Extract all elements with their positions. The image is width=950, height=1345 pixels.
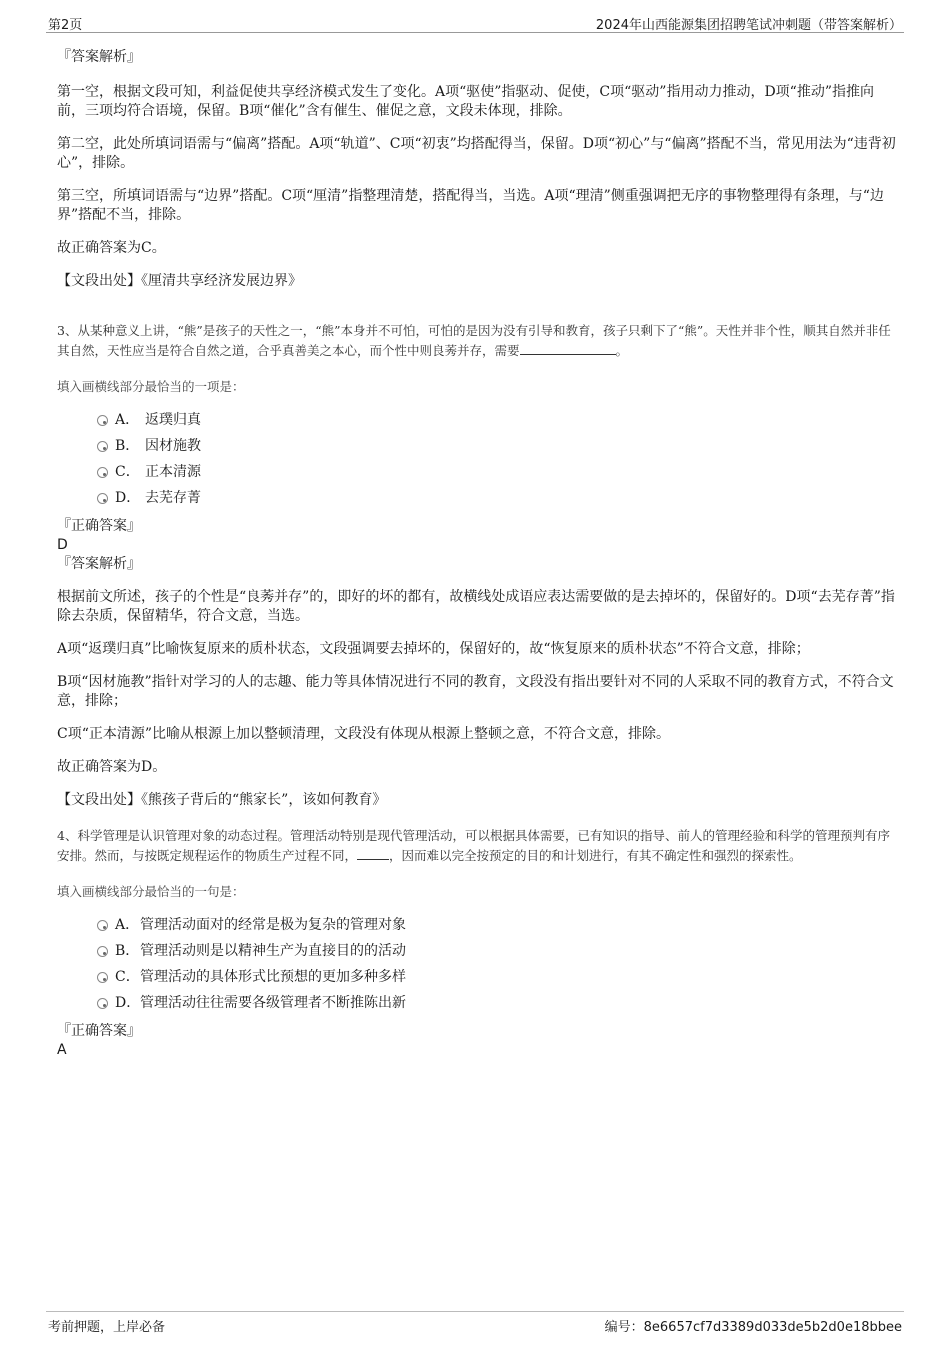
- q3-conclusion: 故正确答案为D。: [57, 759, 167, 775]
- page-number: 第2页: [48, 18, 83, 33]
- radio-icon[interactable]: [97, 946, 108, 957]
- q4-stem-text: 4、科学管理是认识管理对象的动态过程。管理活动特别是现代管理活动，可以根据具体需要，已有知识的指导、前人的管理经验和科学的管理预判有序安排。然而，与按既定规程运作的物质生产过程不同，: [57, 828, 890, 863]
- q3-stem-text: 3、从某种意义上讲，“熊”是孩子的天性之一，“熊”本身并不可怕，可怕的是因为没有引导和教育，孩子只剩下了“熊”。天性并非个性，顺其自然并非任其自然，天性应当是符合自然之道，合乎真善美之本心，而个性中则良莠并存，需要: [57, 323, 891, 358]
- option-text: 返璞归真: [145, 412, 201, 428]
- q2-source: 【文段出处】《厘清共享经济发展边界》: [57, 273, 302, 289]
- q4-option-d[interactable]: [57, 990, 897, 1016]
- q4-blank: [357, 847, 389, 860]
- radio-icon[interactable]: [97, 467, 108, 478]
- document-id: 编号：8e6657cf7d3389d033de5b2d0e18bbee: [604, 1320, 902, 1335]
- option-text: 去芜存菁: [145, 490, 201, 506]
- q3-source: 【文段出处】《熊孩子背后的“熊家长”，该如何教育》: [57, 792, 387, 808]
- radio-icon[interactable]: [97, 998, 108, 1009]
- radio-icon[interactable]: [97, 972, 108, 983]
- q3-option-a[interactable]: [57, 407, 897, 433]
- q3-correct-label: 『正确答案』: [57, 518, 141, 534]
- footer-slogan: 考前押题，上岸必备: [48, 1320, 166, 1335]
- option-letter: D．: [115, 490, 141, 506]
- radio-icon[interactable]: [97, 920, 108, 931]
- q3-option-c[interactable]: [57, 459, 897, 485]
- option-letter: A．: [115, 917, 140, 933]
- radio-icon[interactable]: [97, 415, 108, 426]
- q4-option-c[interactable]: [57, 964, 897, 990]
- q4-correct-label: 『正确答案』: [57, 1023, 141, 1039]
- option-text: 正本清源: [145, 464, 201, 480]
- q4-correct-answer: A: [57, 1042, 67, 1058]
- q3-analysis-para-3: B项“因材施教”指针对学习的人的志趣、能力等具体情况进行不同的教育，文段没有指出要针对不同的人采取不同的教育方式，不符合文意，排除；: [57, 674, 894, 709]
- option-text: 因材施教: [145, 438, 201, 454]
- q2-analysis-section: [57, 48, 897, 291]
- question-4: [57, 826, 897, 1060]
- q3-analysis-para-2: A项“返璞归真”比喻恢复原来的质朴状态，文段强调要去掉坏的，保留好的，故“恢复原来的质朴状态”不符合文意，排除；: [57, 641, 810, 657]
- q3-stem-end: 。: [615, 343, 629, 358]
- radio-icon[interactable]: [97, 493, 108, 504]
- q3-blank: [520, 342, 616, 355]
- option-text: 管理活动往往需要各级管理者不断推陈出新: [140, 995, 406, 1011]
- option-letter: B．: [115, 438, 140, 454]
- q3-analysis-label: 『答案解析』: [57, 556, 141, 572]
- q4-instruction: 填入画横线部分最恰当的一句是：: [57, 884, 245, 899]
- page-content: [57, 46, 897, 1060]
- option-letter: C．: [115, 464, 140, 480]
- q3-stem: [57, 321, 897, 361]
- q4-options: [57, 912, 897, 1016]
- q3-options: [57, 407, 897, 511]
- q2-analysis-para-3: 第三空，所填词语需与“边界”搭配。C项“厘清”指整理清楚，搭配得当，当选。A项“理清”侧重强调把无序的事物整理得有条理，与“边界”搭配不当，排除。: [57, 188, 884, 223]
- q3-analysis-para-1: 根据前文所述，孩子的个性是“良莠并存”的，即好的坏的都有，故横线处成语应表达需要做的是去掉坏的，保留好的。D项“去芜存菁”指除去杂质，保留精华，符合文意，当选。: [57, 589, 895, 624]
- option-letter: D．: [115, 995, 141, 1011]
- q4-stem-end: ，因而难以完全按预定的目的和计划进行，有其不确定性和强烈的探索性。: [389, 848, 802, 863]
- document-title: 2024年山西能源集团招聘笔试冲刺题（带答案解析）: [595, 18, 902, 33]
- q3-analysis-para-4: C项“正本清源”比喻从根源上加以整顿清理，文段没有体现从根源上整顿之意，不符合文意，排除。: [57, 726, 671, 742]
- page-footer: [46, 1311, 904, 1334]
- q3-option-d[interactable]: [57, 485, 897, 511]
- q2-conclusion: 故正确答案为C。: [57, 240, 166, 256]
- option-text: 管理活动的具体形式比预想的更加多种多样: [140, 969, 406, 985]
- option-letter: C．: [115, 969, 140, 985]
- q3-instruction: 填入画横线部分最恰当的一项是：: [57, 379, 245, 394]
- q2-analysis-para-2: 第二空，此处所填词语需与“偏离”搭配。A项“轨道”、C项“初衷”均搭配得当，保留。D项“初心”与“偏离”搭配不当，常见用法为“违背初心”，排除。: [57, 136, 896, 171]
- option-text: 管理活动则是以精神生产为直接目的的活动: [140, 943, 406, 959]
- option-text: 管理活动面对的经常是极为复杂的管理对象: [140, 917, 406, 933]
- q4-option-a[interactable]: [57, 912, 897, 938]
- radio-icon[interactable]: [97, 441, 108, 452]
- q4-option-b[interactable]: [57, 938, 897, 964]
- page-header: [46, 14, 904, 33]
- q2-analysis-para-1: 第一空，根据文段可知，利益促使共享经济模式发生了变化。A项“驱使”指驱动、促使，C项“驱动”指用动力推动，D项“推动”指推向前，三项均符合语境，保留。B项“催化”含有催生、催促之意，文段未体现，排除。: [57, 84, 874, 119]
- q3-correct-answer: D: [57, 537, 68, 553]
- option-letter: B．: [115, 943, 140, 959]
- q2-analysis-label: 『答案解析』: [57, 49, 141, 65]
- option-letter: A．: [115, 412, 140, 428]
- q3-option-b[interactable]: [57, 433, 897, 459]
- q4-stem: [57, 826, 897, 866]
- question-3: [57, 321, 897, 810]
